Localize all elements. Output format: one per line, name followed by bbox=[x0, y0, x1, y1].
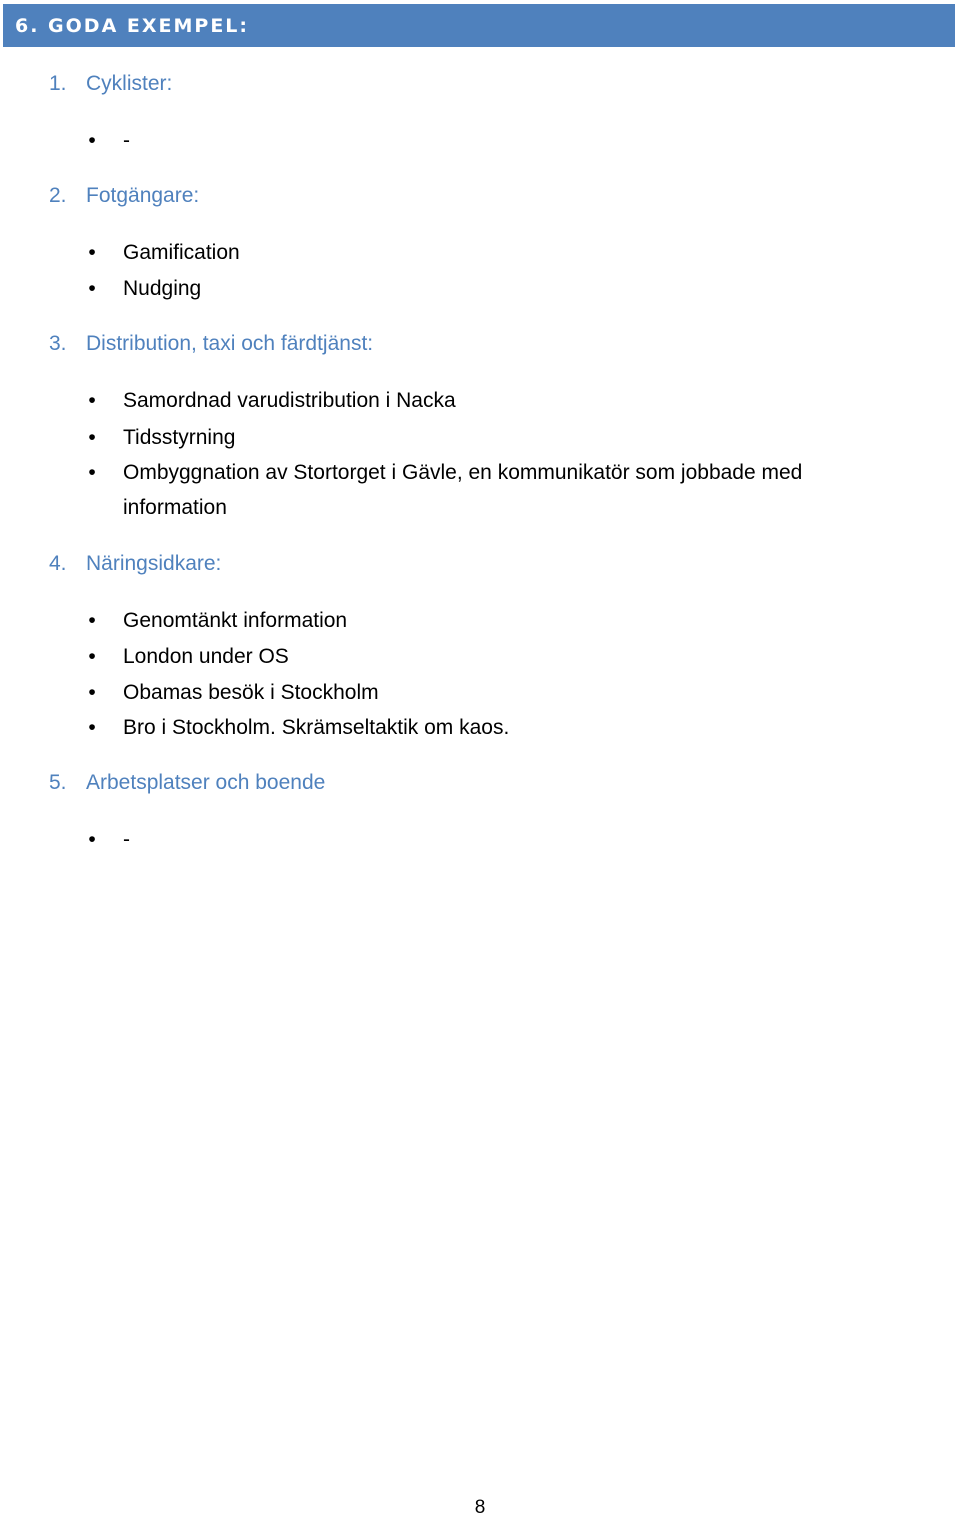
section-title: Fotgängare: bbox=[86, 184, 200, 207]
list-item-text: Genomtänkt information bbox=[123, 609, 348, 632]
section-heading-naringsidkare bbox=[49, 551, 221, 577]
bullet-icon: • bbox=[88, 389, 96, 412]
list-item-text: - bbox=[123, 828, 130, 851]
bullet-icon: • bbox=[88, 716, 96, 739]
list-item-text: - bbox=[123, 129, 130, 152]
section-heading-cyklister bbox=[49, 71, 172, 97]
section-title: Arbetsplatser och boende bbox=[86, 771, 326, 794]
section-number: 2. bbox=[49, 184, 67, 207]
bullet-icon: • bbox=[88, 461, 96, 484]
bullet-icon: • bbox=[88, 277, 96, 300]
bullet-icon: • bbox=[88, 828, 96, 851]
section-heading-distribution bbox=[49, 331, 373, 357]
section-heading-arbetsplatser bbox=[49, 770, 325, 796]
section-number: 3. bbox=[49, 332, 67, 355]
list-item-text: Gamification bbox=[123, 241, 240, 264]
bullet-icon: • bbox=[88, 645, 96, 668]
list-item-text: Ombyggnation av Stortorget i Gävle, en kommunikatör som jobbade med information bbox=[123, 461, 803, 519]
list-item-text: Nudging bbox=[123, 277, 202, 300]
bullet-icon: • bbox=[88, 426, 96, 449]
section-banner bbox=[3, 4, 955, 47]
bullet-icon: • bbox=[88, 681, 96, 704]
section-number: 1. bbox=[49, 72, 67, 95]
section-heading-fotgangare bbox=[49, 183, 199, 209]
section-title: Näringsidkare: bbox=[86, 552, 222, 575]
list-item-text: Samordnad varudistribution i Nacka bbox=[123, 389, 456, 412]
bullet-icon: • bbox=[88, 241, 96, 264]
list-item-text: Tidsstyrning bbox=[123, 426, 236, 449]
list-item-text: London under OS bbox=[123, 645, 289, 668]
bullet-icon: • bbox=[88, 609, 96, 632]
banner-title: 6. GODA EXEMPEL: bbox=[15, 15, 250, 37]
page-number: 8 bbox=[474, 1497, 486, 1518]
list-item-text: Obamas besök i Stockholm bbox=[123, 681, 379, 704]
bullet-icon: • bbox=[88, 129, 96, 152]
section-number: 4. bbox=[49, 552, 67, 575]
list-item-text: Bro i Stockholm. Skrämseltaktik om kaos. bbox=[123, 716, 510, 739]
section-title: Distribution, taxi och färdtjänst: bbox=[86, 332, 374, 355]
section-title: Cyklister: bbox=[86, 72, 173, 95]
section-number: 5. bbox=[49, 771, 67, 794]
